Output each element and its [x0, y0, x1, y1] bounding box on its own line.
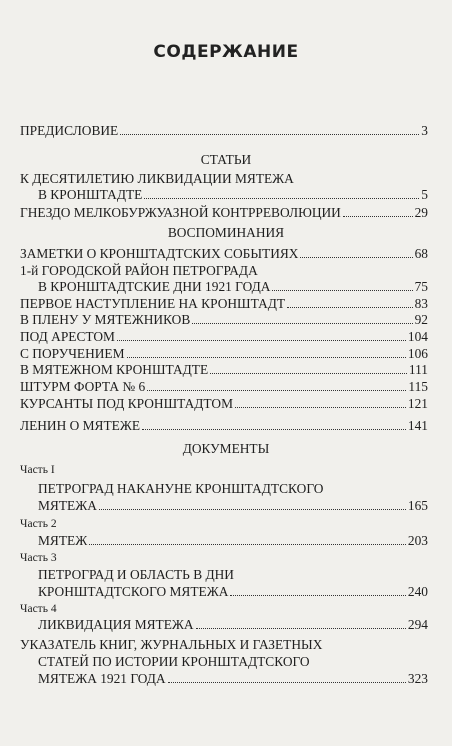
toc-entry-text: ПЕТРОГРАД НАКАНУНЕ КРОНШТАДТСКОГО — [38, 481, 324, 496]
toc-entry-part-3 — [38, 584, 428, 600]
dot-leader — [210, 372, 407, 374]
dot-leader — [287, 306, 413, 308]
dot-leader — [89, 543, 406, 545]
toc-entry-memoir — [20, 312, 428, 328]
dot-leader — [99, 508, 406, 510]
toc-entry-article-1 — [38, 187, 428, 203]
toc-entry-text: С ПОРУЧЕНИЕМ — [20, 346, 125, 361]
toc-entry-text: В КРОНШТАДТЕ — [38, 187, 143, 202]
dot-leader — [142, 428, 406, 430]
page-title: СОДЕРЖАНИЕ — [153, 42, 299, 62]
section-heading-memoirs: ВОСПОМИНАНИЯ — [167, 225, 285, 240]
dot-leader — [120, 133, 419, 135]
toc-entry-page: 92 — [414, 312, 428, 327]
toc-entry-text: ШТУРМ ФОРТА № 6 — [20, 379, 146, 394]
toc-entry-text: СТАТЕЙ ПО ИСТОРИИ КРОНШТАДТСКОГО — [38, 654, 310, 669]
part-label: Часть 3 — [20, 552, 57, 564]
toc-entry-page: 115 — [408, 379, 428, 394]
toc-entry-text: УКАЗАТЕЛЬ КНИГ, ЖУРНАЛЬНЫХ И ГАЗЕТНЫХ — [20, 637, 323, 652]
toc-entry-page: 323 — [407, 671, 428, 686]
toc-entry-page: 240 — [407, 584, 428, 599]
dot-leader — [117, 339, 406, 341]
toc-entry-memoir — [20, 379, 428, 395]
toc-entry-page: 104 — [407, 329, 428, 344]
toc-entry-page: 3 — [421, 123, 428, 138]
section-heading-documents: ДОКУМЕНТЫ — [182, 441, 270, 456]
dot-leader — [235, 406, 406, 408]
dot-leader — [147, 389, 406, 391]
toc-entry-memoir — [20, 346, 428, 362]
toc-entry-text: ПРЕДИСЛОВИЕ — [20, 123, 119, 138]
toc-entry-part-4 — [38, 617, 428, 633]
part-label: Часть 4 — [20, 603, 57, 615]
dot-leader — [192, 322, 412, 324]
toc-entry-text: 1-й ГОРОДСКОЙ РАЙОН ПЕТРОГРАДА — [20, 263, 258, 278]
toc-entry-text: ЛИКВИДАЦИЯ МЯТЕЖА — [38, 617, 194, 632]
toc-entry-page: 5 — [421, 187, 428, 202]
toc-entry-page: 29 — [414, 205, 428, 220]
toc-entry-part-2 — [38, 533, 428, 549]
toc-entry-memoir — [38, 279, 428, 295]
toc-entry-memoir — [20, 296, 428, 312]
toc-entry-text: ПОД АРЕСТОМ — [20, 329, 115, 344]
toc-entry-page: 75 — [414, 279, 428, 294]
toc-entry-text: ПЕРВОЕ НАСТУПЛЕНИЕ НА КРОНШТАДТ — [20, 296, 286, 311]
dot-leader — [127, 356, 406, 358]
toc-entry-memoir — [20, 418, 428, 434]
toc-entry-text: КРОНШТАДТСКОГО МЯТЕЖА — [38, 584, 229, 599]
toc-entry-page: 68 — [414, 246, 428, 261]
toc-entry-memoir — [20, 246, 428, 262]
toc-entry-memoir — [20, 329, 428, 345]
toc-entry-part-1 — [38, 498, 428, 514]
toc-entry-page: 106 — [407, 346, 428, 361]
dot-leader — [168, 681, 406, 683]
toc-entry-text: К ДЕСЯТИЛЕТИЮ ЛИКВИДАЦИИ МЯТЕЖА — [20, 171, 294, 186]
dot-leader — [230, 594, 406, 596]
part-label: Часть 2 — [20, 518, 57, 530]
dot-leader — [300, 256, 412, 258]
toc-entry-text: МЯТЕЖ — [38, 533, 88, 548]
toc-entry-text: ПЕТРОГРАД И ОБЛАСТЬ В ДНИ — [38, 567, 234, 582]
toc-entry-text: МЯТЕЖА — [38, 498, 97, 513]
toc-entry-page: 165 — [407, 498, 428, 513]
toc-entry-page: 111 — [408, 362, 428, 377]
toc-entry-page: 83 — [414, 296, 428, 311]
toc-entry-page: 294 — [407, 617, 428, 632]
toc-entry-text: В КРОНШТАДТСКИЕ ДНИ 1921 ГОДА — [38, 279, 271, 294]
toc-entry-text: ГНЕЗДО МЕЛКОБУРЖУАЗНОЙ КОНТРРЕВОЛЮЦИИ — [20, 205, 341, 220]
toc-entry-preface — [20, 123, 428, 139]
toc-entry-text: В ПЛЕНУ У МЯТЕЖНИКОВ — [20, 312, 191, 327]
toc-entry-text: КУРСАНТЫ ПОД КРОНШТАДТОМ — [20, 396, 234, 411]
part-label: Часть I — [20, 464, 55, 476]
toc-entry-page: 141 — [407, 418, 428, 433]
toc-entry-text: ЗАМЕТКИ О КРОНШТАДТСКИХ СОБЫТИЯХ — [20, 246, 299, 261]
dot-leader — [144, 197, 419, 199]
section-heading-articles: СТАТЬИ — [200, 152, 252, 167]
toc-entry-page: 121 — [407, 396, 428, 411]
toc-entry-memoir — [20, 396, 428, 412]
toc-entry-text: ЛЕНИН О МЯТЕЖЕ — [20, 418, 141, 433]
dot-leader — [343, 215, 413, 217]
toc-entry-index — [38, 671, 428, 687]
toc-entry-text: МЯТЕЖА 1921 ГОДА — [38, 671, 166, 686]
toc-entry-article-2 — [20, 205, 428, 221]
dot-leader — [196, 627, 406, 629]
dot-leader — [272, 289, 412, 291]
toc-entry-text: В МЯТЕЖНОМ КРОНШТАДТЕ — [20, 362, 209, 377]
toc-entry-page: 203 — [407, 533, 428, 548]
toc-entry-memoir — [20, 362, 428, 378]
